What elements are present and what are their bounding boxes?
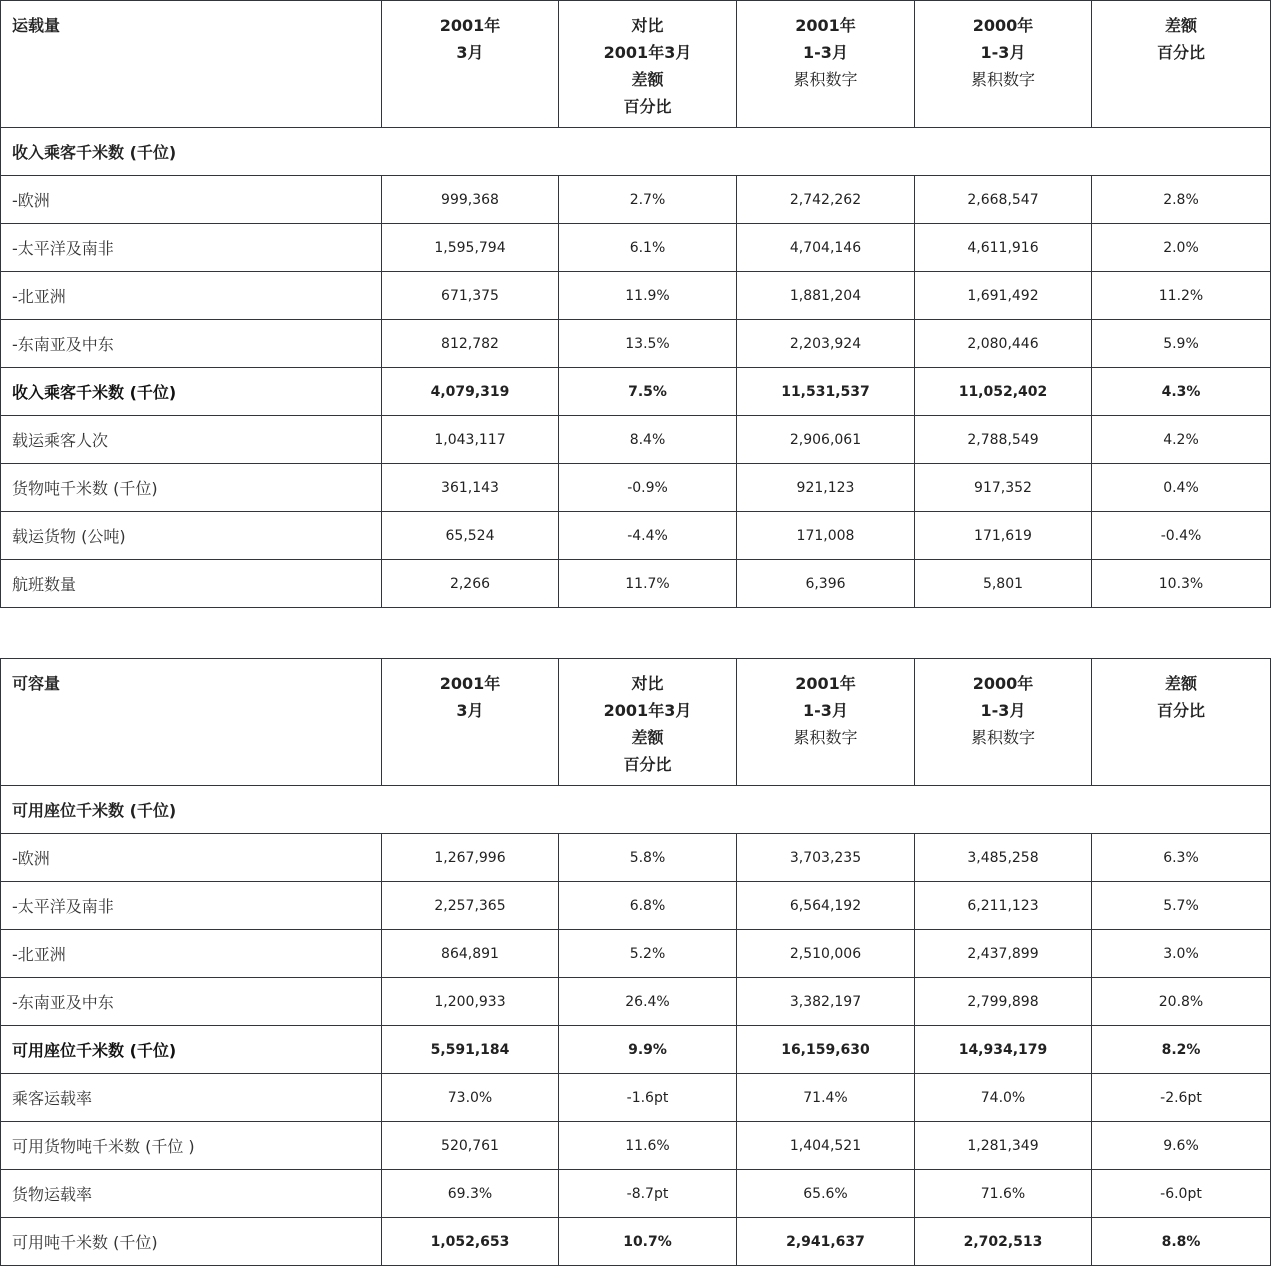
table-cell: 5.8% bbox=[559, 834, 737, 882]
row-label: -东南亚及中东 bbox=[1, 320, 382, 368]
row-label: -太平洋及南非 bbox=[1, 882, 382, 930]
column-header-line: 2001年 bbox=[795, 674, 856, 693]
row-label: -北亚洲 bbox=[1, 930, 382, 978]
table-cell: 2,266 bbox=[382, 560, 559, 608]
table-cell: 2,906,061 bbox=[737, 416, 915, 464]
column-header-line: 2001年3月 bbox=[603, 43, 692, 62]
table-cell: 11,052,402 bbox=[915, 368, 1092, 416]
table-cell: 1,043,117 bbox=[382, 416, 559, 464]
table-cell: 20.8% bbox=[1092, 978, 1271, 1026]
column-header-line: 累积数字 bbox=[970, 70, 1035, 89]
table-cell: 2,788,549 bbox=[915, 416, 1092, 464]
table-row bbox=[1, 834, 1271, 882]
table-cell: 6.1% bbox=[559, 224, 737, 272]
table-cell: 71.4% bbox=[737, 1074, 915, 1122]
column-header-line: 1-3月 bbox=[980, 701, 1026, 720]
column-header-line: 差额 bbox=[631, 728, 664, 747]
column-header-line: 2001年 bbox=[439, 674, 501, 693]
table-title: 可容量 bbox=[1, 659, 382, 786]
table-cell: 11.9% bbox=[559, 272, 737, 320]
table-cell: 361,143 bbox=[382, 464, 559, 512]
table-cell: 2,742,262 bbox=[737, 176, 915, 224]
column-header-line: 1-3月 bbox=[980, 43, 1026, 62]
column-header-line: 3月 bbox=[456, 43, 484, 62]
table-cell: 11.7% bbox=[559, 560, 737, 608]
column-header bbox=[915, 1, 1092, 128]
table-row bbox=[1, 464, 1271, 512]
table-cell: 69.3% bbox=[382, 1170, 559, 1218]
column-header bbox=[559, 659, 737, 786]
column-header-line: 百分比 bbox=[623, 755, 672, 774]
column-header-line: 2001年3月 bbox=[603, 701, 692, 720]
table-cell: 5.9% bbox=[1092, 320, 1271, 368]
table-cell: -6.0pt bbox=[1092, 1170, 1271, 1218]
table-row bbox=[1, 368, 1271, 416]
table-cell: 917,352 bbox=[915, 464, 1092, 512]
column-header-line: 百分比 bbox=[1156, 43, 1205, 62]
column-header bbox=[737, 659, 915, 786]
table-cell: 2,257,365 bbox=[382, 882, 559, 930]
table-row bbox=[1, 882, 1271, 930]
table-cell: 6,564,192 bbox=[737, 882, 915, 930]
column-header-line: 累积数字 bbox=[970, 728, 1035, 747]
row-label: 载运乘客人次 bbox=[1, 416, 382, 464]
table-cell: -0.9% bbox=[559, 464, 737, 512]
table-cell: 520,761 bbox=[382, 1122, 559, 1170]
table-cell: 11.6% bbox=[559, 1122, 737, 1170]
table-cell: 4,611,916 bbox=[915, 224, 1092, 272]
table-row bbox=[1, 176, 1271, 224]
table-cell: 1,595,794 bbox=[382, 224, 559, 272]
table-cell: 5.2% bbox=[559, 930, 737, 978]
table-cell: 14,934,179 bbox=[915, 1026, 1092, 1074]
table-cell: 6.3% bbox=[1092, 834, 1271, 882]
column-header-line: 对比 bbox=[631, 674, 664, 693]
table-cell: 2.0% bbox=[1092, 224, 1271, 272]
table-cell: 171,008 bbox=[737, 512, 915, 560]
table-cell: 1,881,204 bbox=[737, 272, 915, 320]
row-label: -欧洲 bbox=[1, 176, 382, 224]
table-cell: 1,691,492 bbox=[915, 272, 1092, 320]
column-header-line: 累积数字 bbox=[793, 70, 858, 89]
row-label: 可用货物吨千米数 (千位 ) bbox=[1, 1122, 382, 1170]
table-row bbox=[1, 930, 1271, 978]
table-cell: 5,591,184 bbox=[382, 1026, 559, 1074]
table-row bbox=[1, 320, 1271, 368]
table-cell: 1,052,653 bbox=[382, 1218, 559, 1266]
table-cell: 26.4% bbox=[559, 978, 737, 1026]
column-header bbox=[559, 1, 737, 128]
row-label: 货物运载率 bbox=[1, 1170, 382, 1218]
table-row bbox=[1, 560, 1271, 608]
column-header-line: 3月 bbox=[456, 701, 484, 720]
table-row bbox=[1, 224, 1271, 272]
column-header-line: 1-3月 bbox=[803, 43, 848, 62]
table-row bbox=[1, 512, 1271, 560]
table-cell: -8.7pt bbox=[559, 1170, 737, 1218]
column-header bbox=[1092, 1, 1271, 128]
section-header-row bbox=[1, 786, 1271, 834]
table-cell: 8.4% bbox=[559, 416, 737, 464]
table-cell: 65.6% bbox=[737, 1170, 915, 1218]
column-header-line: 差额 bbox=[1164, 674, 1197, 693]
row-label: -欧洲 bbox=[1, 834, 382, 882]
row-label: 可用座位千米数 (千位) bbox=[1, 1026, 382, 1074]
table-cell: 3.0% bbox=[1092, 930, 1271, 978]
table-cell: 2,668,547 bbox=[915, 176, 1092, 224]
column-header-line: 2001年 bbox=[795, 16, 856, 35]
column-header-line: 2000年 bbox=[972, 16, 1034, 35]
table-row bbox=[1, 1026, 1271, 1074]
column-header-line: 百分比 bbox=[1156, 701, 1205, 720]
table-cell: 812,782 bbox=[382, 320, 559, 368]
table-cell: 2.7% bbox=[559, 176, 737, 224]
column-header bbox=[737, 1, 915, 128]
header-row bbox=[1, 659, 1271, 786]
table-row bbox=[1, 1074, 1271, 1122]
table-cell: 9.9% bbox=[559, 1026, 737, 1074]
section-header-row bbox=[1, 128, 1271, 176]
table-cell: 1,404,521 bbox=[737, 1122, 915, 1170]
row-label: 收入乘客千米数 (千位) bbox=[1, 368, 382, 416]
table-cell: 1,267,996 bbox=[382, 834, 559, 882]
table-cell: 16,159,630 bbox=[737, 1026, 915, 1074]
table-cell: 8.2% bbox=[1092, 1026, 1271, 1074]
column-header-line: 累积数字 bbox=[793, 728, 858, 747]
table-cell: 1,200,933 bbox=[382, 978, 559, 1026]
table-cell: 11.2% bbox=[1092, 272, 1271, 320]
row-label: 载运货物 (公吨) bbox=[1, 512, 382, 560]
row-label: 乘客运载率 bbox=[1, 1074, 382, 1122]
column-header-line: 差额 bbox=[631, 70, 664, 89]
table-cell: 5,801 bbox=[915, 560, 1092, 608]
table-cell: 4.3% bbox=[1092, 368, 1271, 416]
table-cell: 2,510,006 bbox=[737, 930, 915, 978]
table-cell: 6,396 bbox=[737, 560, 915, 608]
table-cell: 2,437,899 bbox=[915, 930, 1092, 978]
row-label: 可用吨千米数 (千位) bbox=[1, 1218, 382, 1266]
table-cell: 4,079,319 bbox=[382, 368, 559, 416]
row-label: 货物吨千米数 (千位) bbox=[1, 464, 382, 512]
header-row bbox=[1, 1, 1271, 128]
table-cell: 2,941,637 bbox=[737, 1218, 915, 1266]
table-cell: 0.4% bbox=[1092, 464, 1271, 512]
column-header-line: 差额 bbox=[1164, 16, 1197, 35]
table-cell: -1.6pt bbox=[559, 1074, 737, 1122]
table-cell: 2.8% bbox=[1092, 176, 1271, 224]
column-header bbox=[1092, 659, 1271, 786]
table-cell: 5.7% bbox=[1092, 882, 1271, 930]
table-cell: 11,531,537 bbox=[737, 368, 915, 416]
table-cell: 3,703,235 bbox=[737, 834, 915, 882]
table-cell: 8.8% bbox=[1092, 1218, 1271, 1266]
table-cell: 2,799,898 bbox=[915, 978, 1092, 1026]
table-title: 运载量 bbox=[1, 1, 382, 128]
table-cell: -4.4% bbox=[559, 512, 737, 560]
column-header bbox=[382, 659, 559, 786]
table-row bbox=[1, 1218, 1271, 1266]
table-cell: 9.6% bbox=[1092, 1122, 1271, 1170]
table-cell: 13.5% bbox=[559, 320, 737, 368]
table-row bbox=[1, 416, 1271, 464]
table-cell: 65,524 bbox=[382, 512, 559, 560]
table-cell: 73.0% bbox=[382, 1074, 559, 1122]
table-row bbox=[1, 272, 1271, 320]
table-cell: 6,211,123 bbox=[915, 882, 1092, 930]
column-header-line: 2001年 bbox=[439, 16, 501, 35]
table-cell: 4,704,146 bbox=[737, 224, 915, 272]
column-header bbox=[382, 1, 559, 128]
table-cell: 10.3% bbox=[1092, 560, 1271, 608]
column-header-line: 对比 bbox=[631, 16, 664, 35]
table-row bbox=[1, 1170, 1271, 1218]
table-cell: -0.4% bbox=[1092, 512, 1271, 560]
table-cell: 171,619 bbox=[915, 512, 1092, 560]
table-cell: 3,382,197 bbox=[737, 978, 915, 1026]
table-cell: 2,702,513 bbox=[915, 1218, 1092, 1266]
table-cell: 921,123 bbox=[737, 464, 915, 512]
table-cell: 864,891 bbox=[382, 930, 559, 978]
table-cell: 71.6% bbox=[915, 1170, 1092, 1218]
table-cell: 4.2% bbox=[1092, 416, 1271, 464]
row-label: -北亚洲 bbox=[1, 272, 382, 320]
column-header-line: 2000年 bbox=[972, 674, 1034, 693]
column-header-line: 百分比 bbox=[623, 97, 672, 116]
row-label: 航班数量 bbox=[1, 560, 382, 608]
table-cell: 7.5% bbox=[559, 368, 737, 416]
table-cell: -2.6pt bbox=[1092, 1074, 1271, 1122]
table-row bbox=[1, 978, 1271, 1026]
table-cell: 1,281,349 bbox=[915, 1122, 1092, 1170]
row-label: -太平洋及南非 bbox=[1, 224, 382, 272]
table-row bbox=[1, 1122, 1271, 1170]
table-cell: 6.8% bbox=[559, 882, 737, 930]
table-cell: 999,368 bbox=[382, 176, 559, 224]
traffic-table bbox=[0, 0, 1271, 608]
table-cell: 2,080,446 bbox=[915, 320, 1092, 368]
section-title: 收入乘客千米数 (千位) bbox=[1, 128, 1271, 176]
row-label: -东南亚及中东 bbox=[1, 978, 382, 1026]
table-cell: 2,203,924 bbox=[737, 320, 915, 368]
column-header-line: 1-3月 bbox=[803, 701, 848, 720]
table-cell: 10.7% bbox=[559, 1218, 737, 1266]
table-cell: 671,375 bbox=[382, 272, 559, 320]
table-cell: 3,485,258 bbox=[915, 834, 1092, 882]
column-header bbox=[915, 659, 1092, 786]
capacity-table bbox=[0, 658, 1271, 1266]
section-title: 可用座位千米数 (千位) bbox=[1, 786, 1271, 834]
table-cell: 74.0% bbox=[915, 1074, 1092, 1122]
